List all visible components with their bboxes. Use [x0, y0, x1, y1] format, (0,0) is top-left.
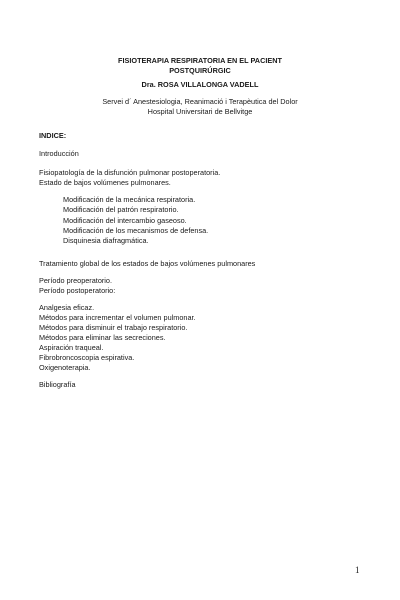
affiliation-line-1: Servei d´ Anestesiologia, Reanimació i Terapèutica del Dolor: [102, 97, 298, 106]
index-item-fisiopatologia: Fisiopatología de la disfunción pulmonar postoperatoria.: [39, 168, 221, 177]
index-item-tratamiento-global: Tratamiento global de los estados de bajos volúmenes pulmonares: [39, 259, 256, 268]
index-subitem-defensa: Modificación de los mecanismos de defensa.: [63, 225, 209, 235]
index-subitem-patron: Modificación del patrón respiratorio.: [63, 205, 179, 214]
index-item-introduccion: Introducción: [39, 149, 79, 158]
affiliation: [0, 97, 400, 116]
index-item-aspiracion: Aspiración traqueal.: [39, 343, 104, 352]
title-line-2: POSTQUIRÚRGIC: [169, 65, 231, 75]
index-heading: INDICE:: [39, 131, 67, 140]
index-subitem-intercambio: Modificación del intercambio gaseoso.: [63, 215, 187, 225]
index-item-periodo-post: Período postoperatorio:: [39, 286, 116, 295]
index-subitem-disquinesia: Disquinesia diafragmática.: [63, 235, 149, 245]
index-item-analgesia: Analgesia eficaz.: [39, 303, 95, 312]
index-item-fibrobroncoscopia: Fibrobroncoscopia espirativa.: [39, 353, 135, 362]
index-item-estado-bajos: Estado de bajos volúmenes pulmonares.: [39, 178, 171, 187]
document-title: [0, 56, 400, 75]
index-item-bibliografia: Bibliografía: [39, 380, 76, 389]
index-item-periodo-pre: Período preoperatorio.: [39, 276, 113, 285]
title-line-1: FISIOTERAPIA RESPIRATORIA EN EL PACIENT: [118, 56, 282, 65]
index-item-metodos-eliminar: Métodos para eliminar las secreciones.: [39, 333, 166, 342]
index-item-metodos-disminuir: Métodos para disminuir el trabajo respiratorio.: [39, 323, 188, 332]
page-number: 1: [355, 565, 360, 575]
author-name: Dra. ROSA VILLALONGA VADELL: [141, 80, 259, 89]
affiliation-line-2: Hospital Universitari de Bellvitge: [147, 106, 253, 116]
index-subitem-mecanica: Modificación de la mecánica respiratoria.: [63, 195, 196, 204]
index-item-metodos-incrementar: Métodos para incrementar el volumen pulmonar.: [39, 313, 196, 322]
index-item-oxigenoterapia: Oxigenoterapia.: [39, 363, 91, 372]
